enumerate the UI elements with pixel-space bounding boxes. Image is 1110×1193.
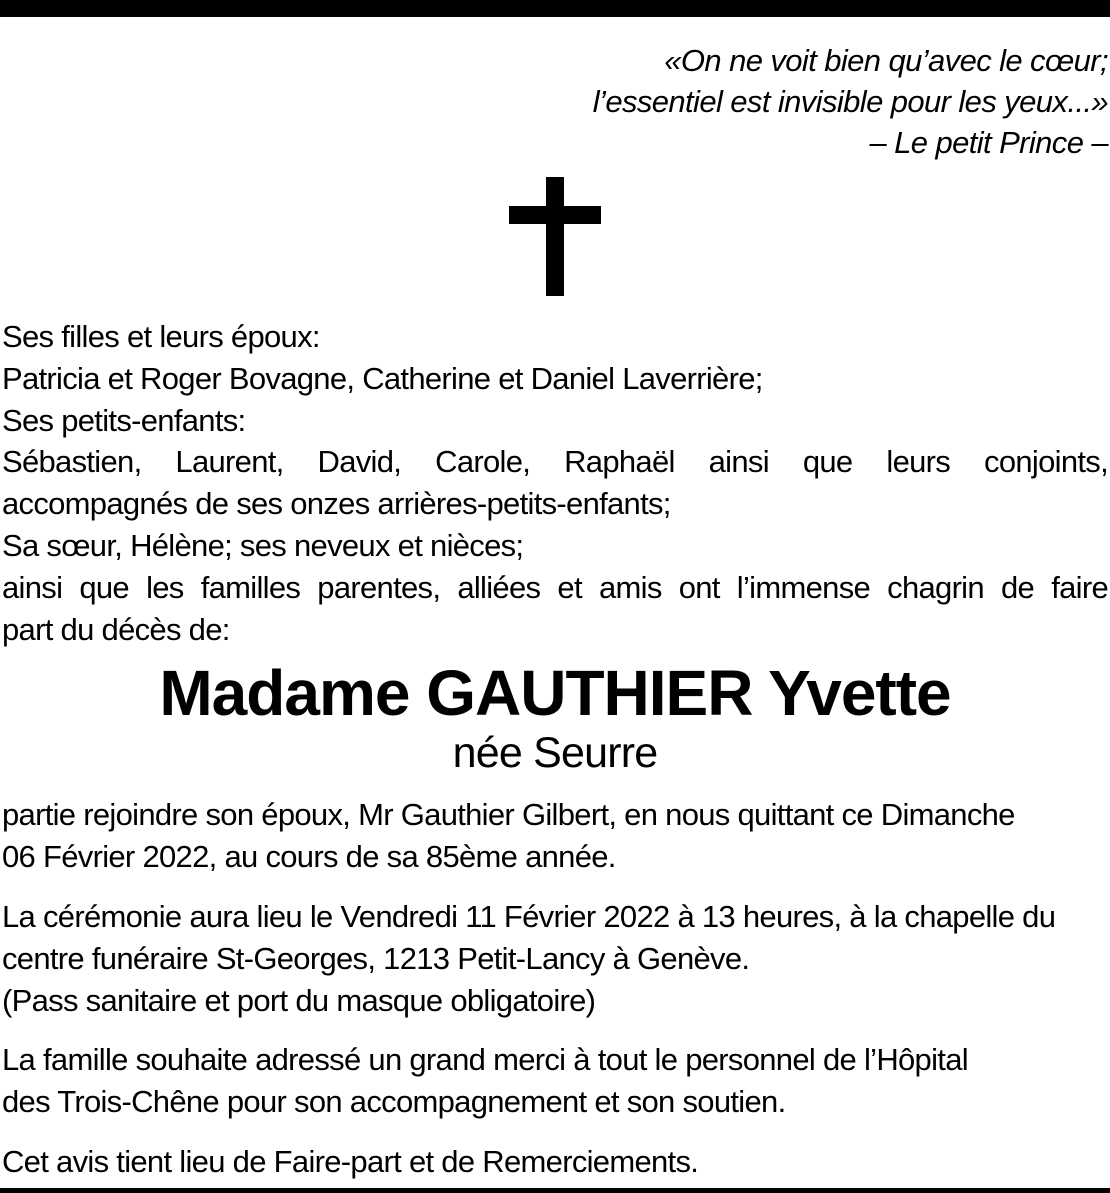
- family-line-7: ainsi que les familles parentes, alliées et amis ont l’immense chagrin de faire: [2, 569, 1108, 605]
- death-line-1: partie rejoindre son époux, Mr Gauthier Gilbert, en nous quittant ce Dimanche: [2, 797, 1015, 833]
- spacer: [2, 1123, 1108, 1141]
- ceremony-line-1: La cérémonie aura lieu le Vendredi 11 Février 2022 à 13 heures, à la chapelle du: [2, 898, 1056, 934]
- obituary-body: [2, 316, 1108, 1183]
- top-border-rule: [0, 0, 1110, 17]
- quote-line-1: «On ne voit bien qu’avec le cœur;: [664, 43, 1108, 78]
- thanks-line-1: La famille souhaite adressé un grand merci à tout le personnel de l’Hôpital: [2, 1042, 968, 1078]
- quote-attribution: – Le petit Prince –: [869, 125, 1108, 160]
- family-line-5: accompagnés de ses onzes arrières-petits-enfants;: [2, 486, 671, 522]
- death-paragraph: [2, 794, 1108, 878]
- deceased-maiden-name: née Seurre: [452, 729, 658, 778]
- spacer: [2, 878, 1108, 896]
- ceremony-line-3: (Pass sanitaire et port du masque obligatoire): [2, 982, 596, 1018]
- ceremony-paragraph: [2, 896, 1108, 1021]
- family-line-6: Sa sœur, Hélène; ses neveux et nièces;: [2, 527, 524, 563]
- latin-cross-icon: [509, 177, 601, 296]
- family-line-4: Sébastien, Laurent, David, Carole, Raphaël ainsi que leurs conjoints,: [2, 444, 1108, 480]
- quote-line-2: l’essentiel est invisible pour les yeux...»: [592, 84, 1108, 119]
- spacer: [2, 1021, 1108, 1039]
- family-line-1: Ses filles et leurs époux:: [2, 319, 320, 354]
- family-line-2: Patricia et Roger Bovagne, Catherine et Daniel Laverrière;: [2, 360, 763, 396]
- closing-paragraph: [2, 1141, 1108, 1183]
- deceased-name: Madame GAUTHIER Yvette: [159, 657, 951, 730]
- spacer: [2, 780, 1108, 794]
- epigraph-quote: [593, 40, 1108, 163]
- death-line-2: 06 Février 2022, au cours de sa 85ème année.: [2, 839, 616, 875]
- closing-line-1: Cet avis tient lieu de Faire-part et de Remerciements.: [2, 1143, 699, 1179]
- bottom-border-rule: [0, 1188, 1110, 1193]
- family-line-3: Ses petits-enfants:: [2, 402, 246, 438]
- ceremony-line-2: centre funéraire St-Georges, 1213 Petit-Lancy à Genève.: [2, 940, 750, 976]
- family-line-8: part du décès de:: [2, 611, 230, 647]
- family-section: [2, 316, 1108, 650]
- thanks-paragraph: [2, 1039, 1108, 1123]
- thanks-line-2: des Trois-Chêne pour son accompagnement et son soutien.: [2, 1084, 786, 1120]
- cross-horizontal-bar: [509, 206, 601, 224]
- cross-vertical-bar: [546, 177, 564, 296]
